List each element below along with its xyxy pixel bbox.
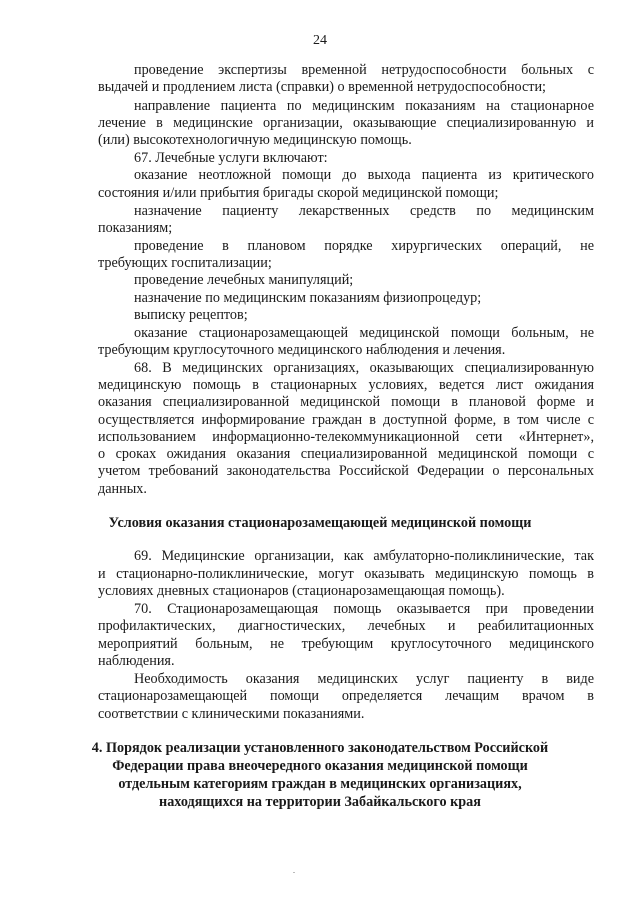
text-line: оказание неотложной помощи до выхода пациента из критического <box>134 167 594 183</box>
section-heading: Условия оказания стационарозамещающей медицинской помощи <box>108 515 532 531</box>
text-line: выдачей и продлением листа (справки) о временной нетрудоспособности; <box>98 79 546 95</box>
text-line: 67. Лечебные услуги включают: <box>134 150 328 166</box>
text-line: проведение в плановом порядке хирургических операций, не <box>134 238 594 254</box>
text-line: наблюдения. <box>98 653 175 669</box>
text-line: соответствии с клиническими показаниями. <box>98 706 365 722</box>
text-line: мероприятий больным, не требующим круглосуточного медицинского <box>98 636 594 652</box>
text-line: требующим круглосуточного медицинского наблюдения и лечения. <box>98 342 506 358</box>
text-line: 70. Стационарозамещающая помощь оказывается при проведении <box>134 601 594 617</box>
text-line: требующих госпитализации; <box>98 255 272 271</box>
text-line: (или) высокотехнологичную медицинскую помощь. <box>98 132 412 148</box>
text-line: состояния и/или прибытия бригады скорой медицинской помощи; <box>98 185 499 201</box>
text-line: 69. Медицинские организации, как амбулаторно-поликлинические, так <box>134 548 594 564</box>
text-line: выписку рецептов; <box>134 307 248 323</box>
page-number: 24 <box>313 33 327 48</box>
chapter-heading-line: отдельным категориям граждан в медицинских организациях, <box>118 776 522 792</box>
text-line: данных. <box>98 481 147 497</box>
text-line: профилактических, диагностических, лечебных и реабилитационных <box>98 618 594 634</box>
text-line: осуществляется информирование граждан в доступной форме, в том числе с <box>98 412 594 428</box>
chapter-heading-line: находящихся на территории Забайкальского края <box>159 794 481 810</box>
scan-speck <box>293 872 295 873</box>
text-line: учетом требований законодательства Российской Федерации о персональных <box>98 463 594 479</box>
text-line: назначение по медицинским показаниям физиопроцедур; <box>134 290 482 306</box>
text-line: 68. В медицинских организациях, оказывающих специализированную <box>134 360 594 376</box>
text-line: направление пациента по медицинским показаниям на стационарное <box>134 98 594 114</box>
text-line: использованием информационно-телекоммуникационной сети «Интернет», <box>98 429 594 445</box>
text-line: проведение экспертизы временной нетрудоспособности больных с <box>134 62 594 78</box>
chapter-heading-line: 4. Порядок реализации установленного законодательством Российской <box>91 740 549 756</box>
text-line: стационарозамещающей помощи определяется лечащим врачом в <box>98 688 594 704</box>
text-line: о сроках ожидания оказания специализированной медицинской помощи с <box>98 446 594 462</box>
chapter-heading-line: Федерации права внеочередного оказания медицинской помощи <box>112 758 528 774</box>
text-line: проведение лечебных манипуляций; <box>134 272 354 288</box>
text-line: и стационарно-поликлинические, могут оказывать медицинскую помощь в <box>98 566 594 582</box>
text-line: оказание стационарозамещающей медицинской помощи больным, не <box>134 325 594 341</box>
text-line: назначение пациенту лекарственных средств по медицинским <box>134 203 594 219</box>
text-line: лечение в медицинские организации, оказывающие специализированную и <box>98 115 594 131</box>
text-line: медицинскую помощь в стационарных условиях, ведется лист ожидания <box>98 377 594 393</box>
text-line: показаниям; <box>98 220 173 236</box>
text-line: Необходимость оказания медицинских услуг пациенту в виде <box>134 671 594 687</box>
text-line: оказания специализированной медицинской помощи в плановой форме и <box>98 394 594 410</box>
text-line: условиях дневных стационаров (стационарозамещающая помощь). <box>98 583 505 599</box>
